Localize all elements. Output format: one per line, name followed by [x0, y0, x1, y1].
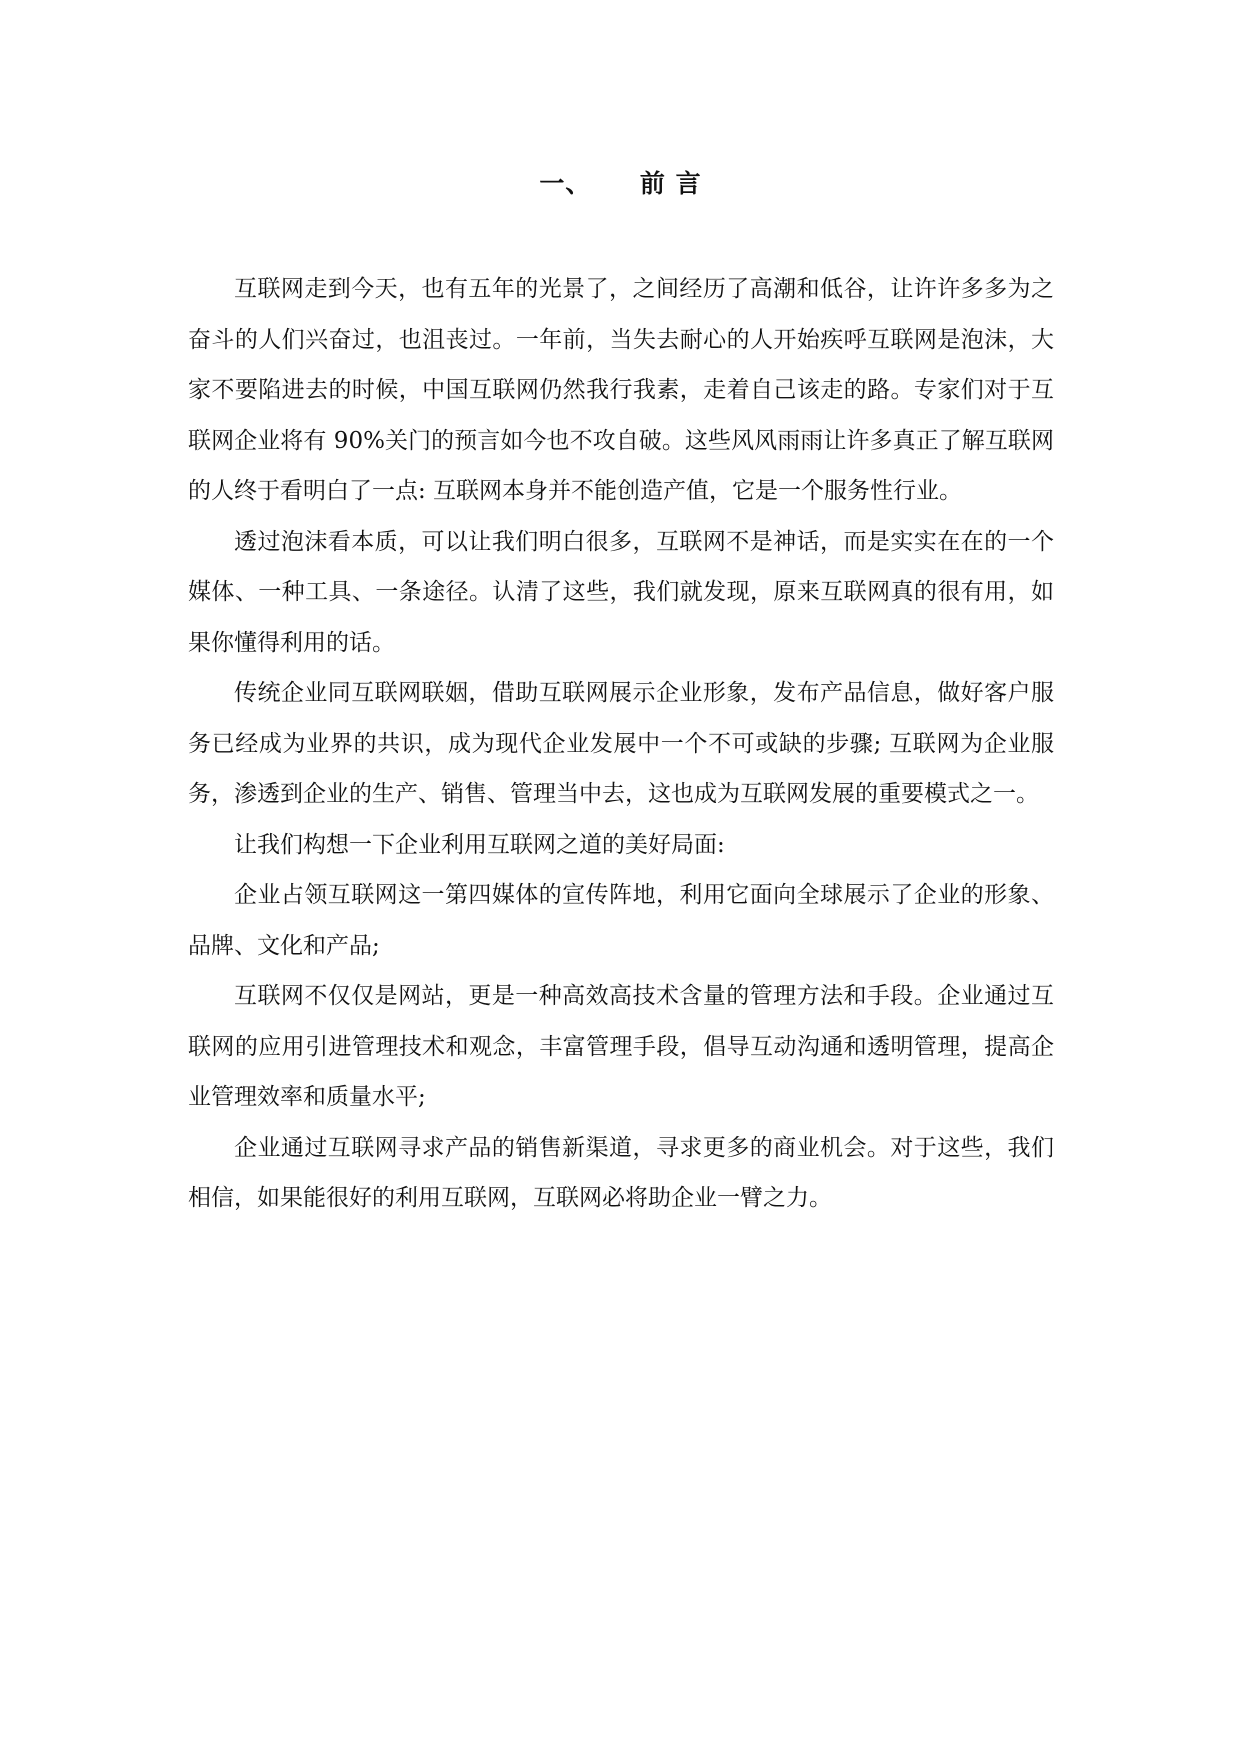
paragraph: 传统企业同互联网联姻，借助互联网展示企业形象，发布产品信息，做好客户服务已经成为业界的共识，成为现代企业发展中一个不可或缺的步骤; 互联网为企业服务，渗透到企业的生产、销售、管理当中去，这也成为互联网发展的重要模式之一。 — [188, 680, 1054, 807]
section-heading: 一、 前 言 — [539, 169, 702, 198]
paragraph: 让我们构想一下企业利用互联网之道的美好局面: — [234, 831, 725, 858]
paragraph: 互联网不仅仅是网站，更是一种高效高技术含量的管理方法和手段。企业通过互联网的应用引进管理技术和观念，丰富管理手段，倡导互动沟通和透明管理，提高企业管理效率和质量水平; — [188, 983, 1054, 1110]
paragraph: 企业占领互联网这一第四媒体的宣传阵地，利用它面向全球展示了企业的形象、品牌、文化和产品; — [188, 882, 1054, 959]
paragraph: 企业通过互联网寻求产品的销售新渠道，寻求更多的商业机会。对于这些，我们相信，如果能很好的利用互联网，互联网必将助企业一臂之力。 — [188, 1134, 1054, 1211]
paragraph: 透过泡沫看本质，可以让我们明白很多，互联网不是神话，而是实实在在的一个媒体、一种工具、一条途径。认清了这些，我们就发现，原来互联网真的很有用，如果你懂得利用的话。 — [188, 528, 1054, 656]
body-text — [188, 264, 1054, 1224]
paragraph: 互联网走到今天，也有五年的光景了，之间经历了高潮和低谷，让许许多多为之奋斗的人们兴奋过，也沮丧过。一年前，当失去耐心的人开始疾呼互联网是泡沫，大家不要陷进去的时候，中国互联网仍然我行我素，走着自己该走的路。专家们对于互联网企业将有 90%关门的预言如今也不攻自破。这些风风雨雨让许多真正了解互联网的人终于看明白了一点: 互联网本身并不能创造产值，它是一个服务性行业。 — [188, 276, 1054, 504]
